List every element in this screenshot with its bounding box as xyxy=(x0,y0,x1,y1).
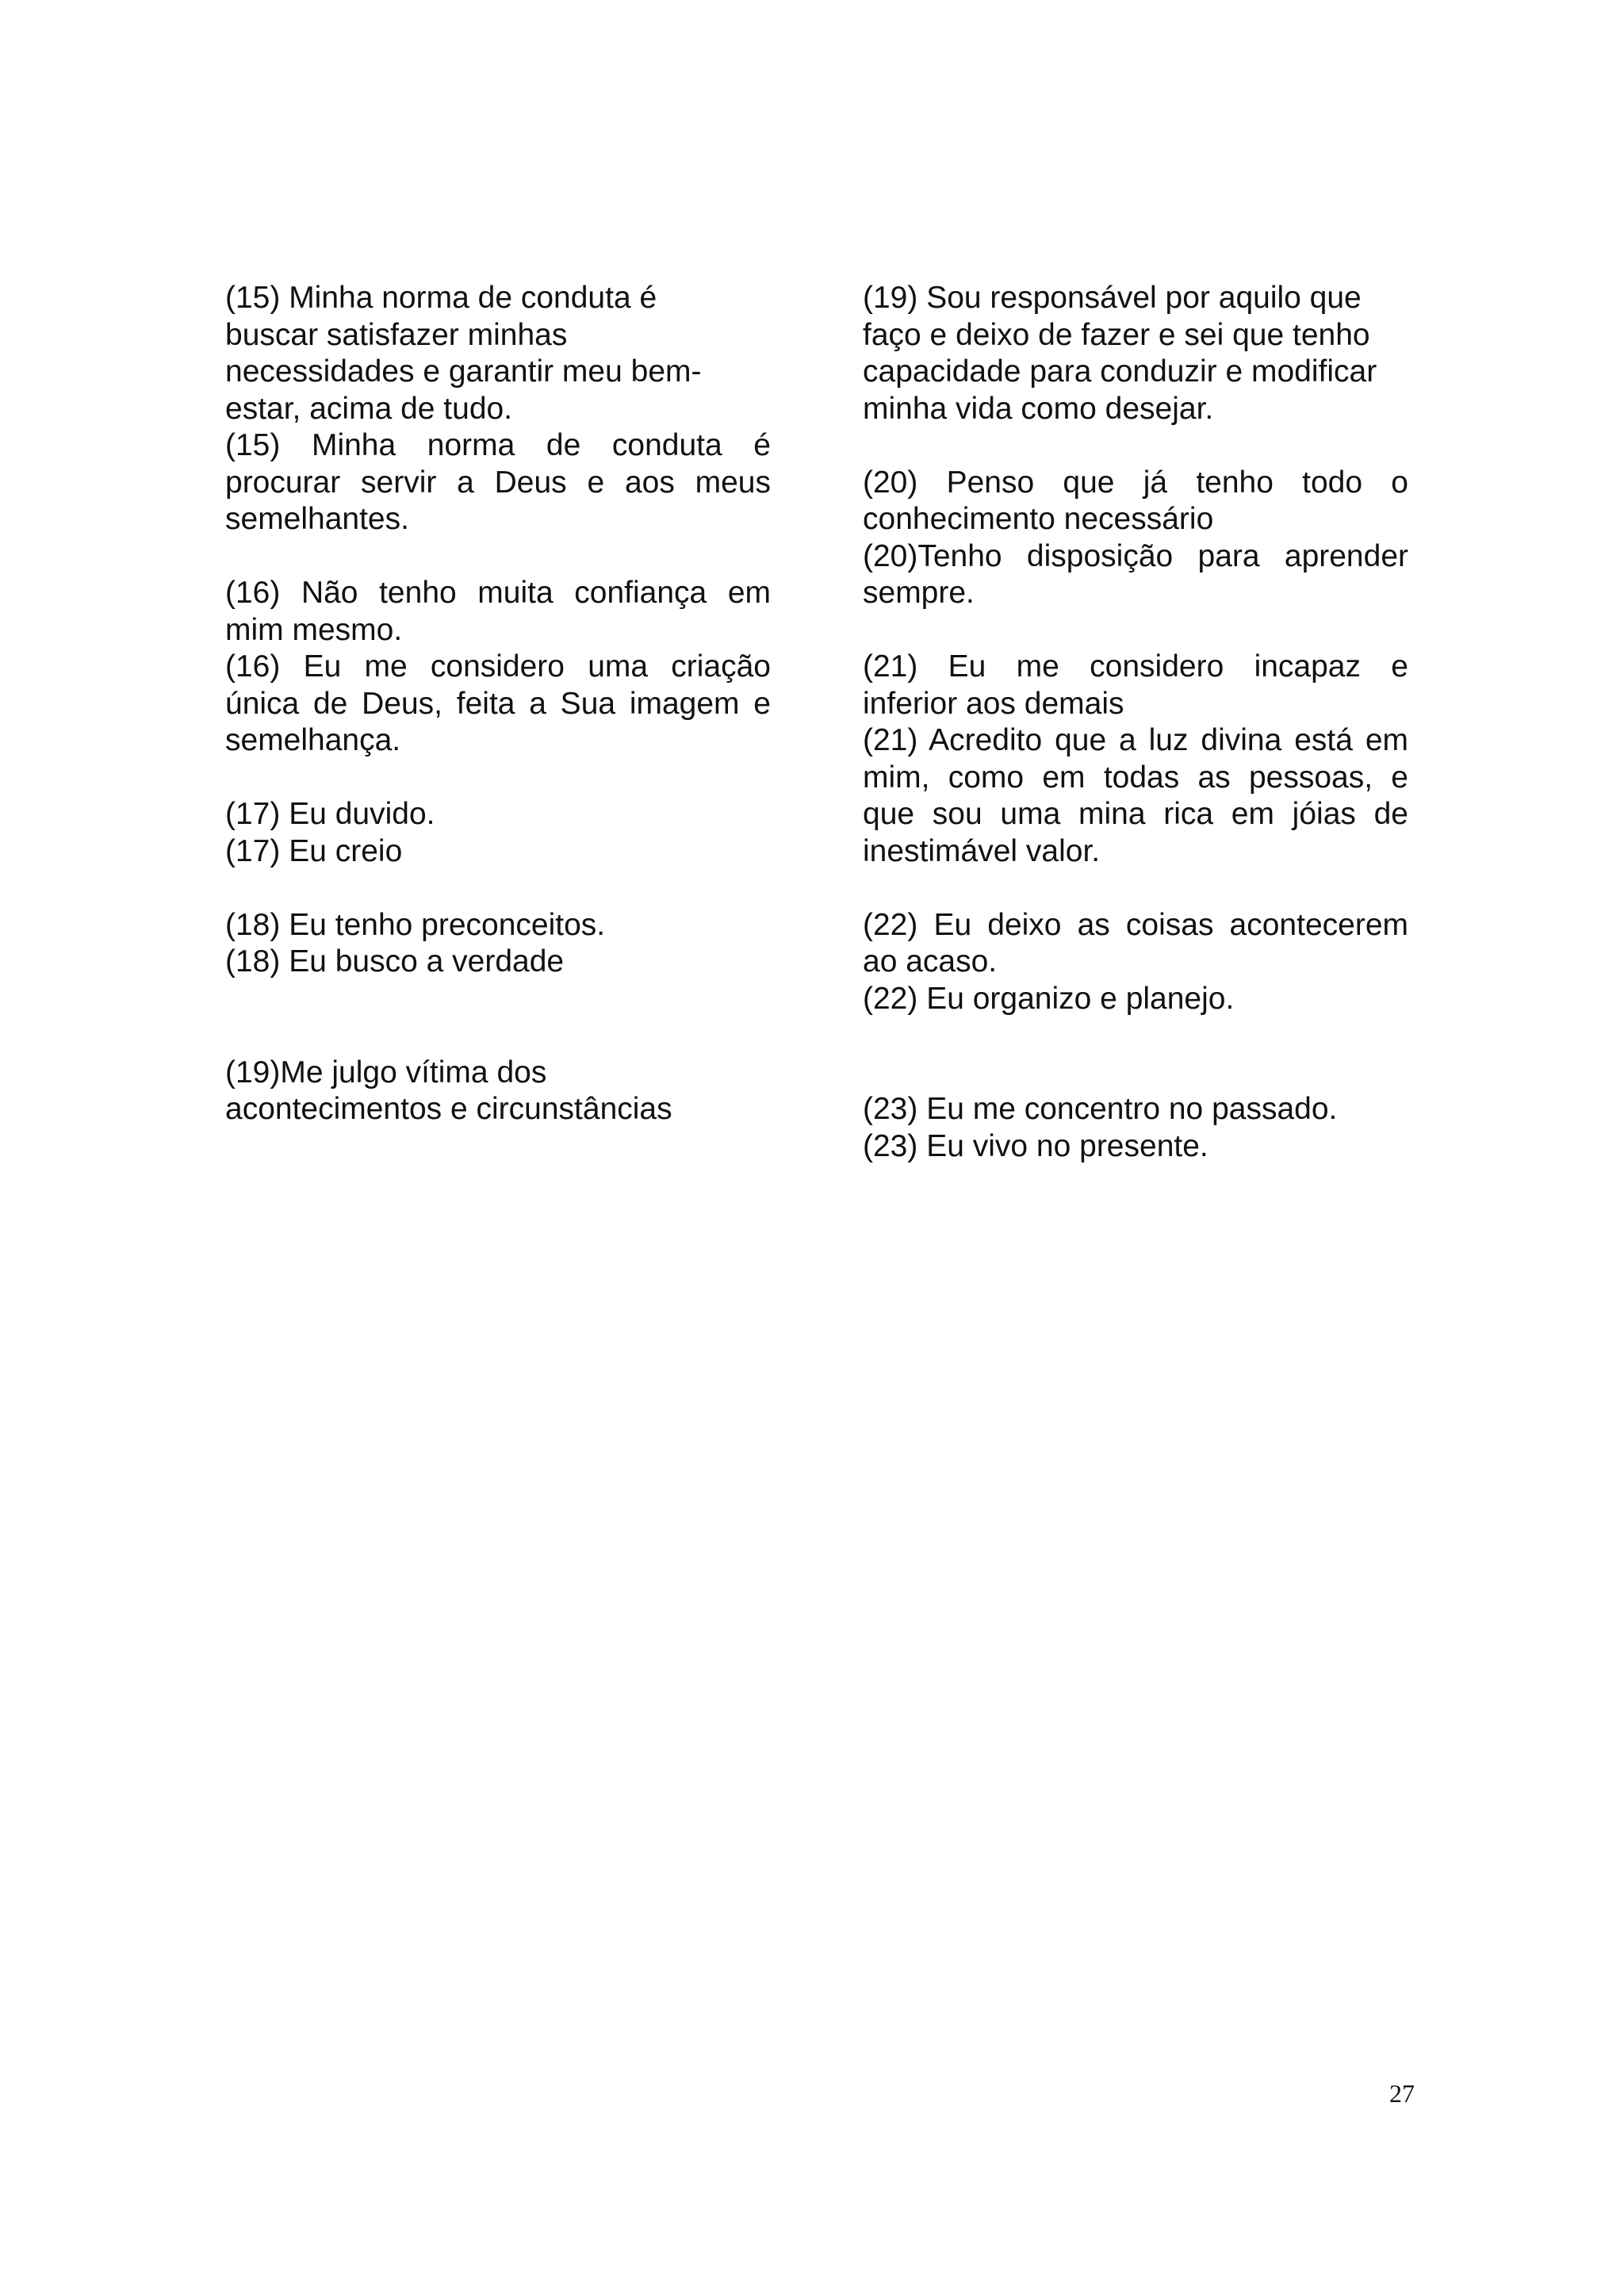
paragraph-gap xyxy=(863,1017,1408,1091)
right-column xyxy=(863,280,1408,1165)
statement-18b: (18) Eu busco a verdade xyxy=(225,944,565,978)
statement-17b: (17) Eu creio xyxy=(225,833,403,868)
statement-15a-line-4: estar, acima de tudo. xyxy=(225,391,513,426)
statement-19b-line-1: (19) Sou responsável por aquilo que xyxy=(863,281,1362,315)
statement-20b-line-1: (20)Tenho disposição para aprender xyxy=(863,538,1408,573)
statement-17a: (17) Eu duvido. xyxy=(225,797,435,831)
statement-16b-line-3: semelhança. xyxy=(225,723,401,757)
statement-16b-line-1: (16) Eu me considero uma criação xyxy=(225,649,771,684)
paragraph-gap xyxy=(225,870,771,907)
statement-15a-line-1: (15) Minha norma de conduta é xyxy=(225,281,657,315)
statement-18a: (18) Eu tenho preconceitos. xyxy=(225,907,606,942)
page-number: 27 xyxy=(1389,2079,1415,2108)
statement-21a-line-1: (21) Eu me considero incapaz e xyxy=(863,649,1408,684)
statement-23a: (23) Eu me concentro no passado. xyxy=(863,1092,1338,1126)
paragraph-gap xyxy=(225,760,771,797)
statement-22b: (22) Eu organizo e planejo. xyxy=(863,981,1235,1016)
statement-23b: (23) Eu vivo no presente. xyxy=(863,1128,1208,1163)
statement-19b-line-4: minha vida como desejar. xyxy=(863,391,1214,426)
paragraph-gap xyxy=(225,981,771,1055)
statement-15b-line-2: procurar servir a Deus e aos meus xyxy=(225,465,771,500)
statement-15b-line-1: (15) Minha norma de conduta é xyxy=(225,428,771,462)
statement-19a-line-1: (19)Me julgo vítima dos xyxy=(225,1055,547,1090)
statement-16a-line-1: (16) Não tenho muita confiança em xyxy=(225,576,771,610)
paragraph-gap xyxy=(863,612,1408,649)
statement-15a-line-2: buscar satisfazer minhas xyxy=(225,317,568,352)
statement-22a-line-2: ao acaso. xyxy=(863,944,998,978)
statement-21a-line-2: inferior aos demais xyxy=(863,686,1124,721)
statement-19b-line-2: faço e deixo de fazer e sei que tenho xyxy=(863,317,1370,352)
paragraph-gap xyxy=(225,538,771,576)
statement-22a-line-1: (22) Eu deixo as coisas acontecerem xyxy=(863,907,1408,942)
left-column xyxy=(225,280,771,1128)
statement-20b-line-2: sempre. xyxy=(863,576,975,610)
statement-20a-line-1: (20) Penso que já tenho todo o xyxy=(863,465,1408,500)
statement-21b-line-2: mim, como em todas as pessoas, e xyxy=(863,760,1408,795)
statement-15b-line-3: semelhantes. xyxy=(225,502,409,536)
statement-16a-line-2: mim mesmo. xyxy=(225,612,403,647)
statement-21b-line-3: que sou uma mina rica em jóias de xyxy=(863,797,1408,831)
statement-21b-line-4: inestimável valor. xyxy=(863,833,1101,868)
statement-21b-line-1: (21) Acredito que a luz divina está em xyxy=(863,723,1408,757)
statement-19a-line-2: acontecimentos e circunstâncias xyxy=(225,1092,672,1126)
paragraph-gap xyxy=(863,427,1408,465)
statement-19b-line-3: capacidade para conduzir e modificar xyxy=(863,354,1377,389)
statement-15a-line-3: necessidades e garantir meu bem- xyxy=(225,354,702,389)
statement-16b-line-2: única de Deus, feita a Sua imagem e xyxy=(225,686,771,721)
statement-20a-line-2: conhecimento necessário xyxy=(863,502,1214,536)
paragraph-gap xyxy=(863,870,1408,907)
